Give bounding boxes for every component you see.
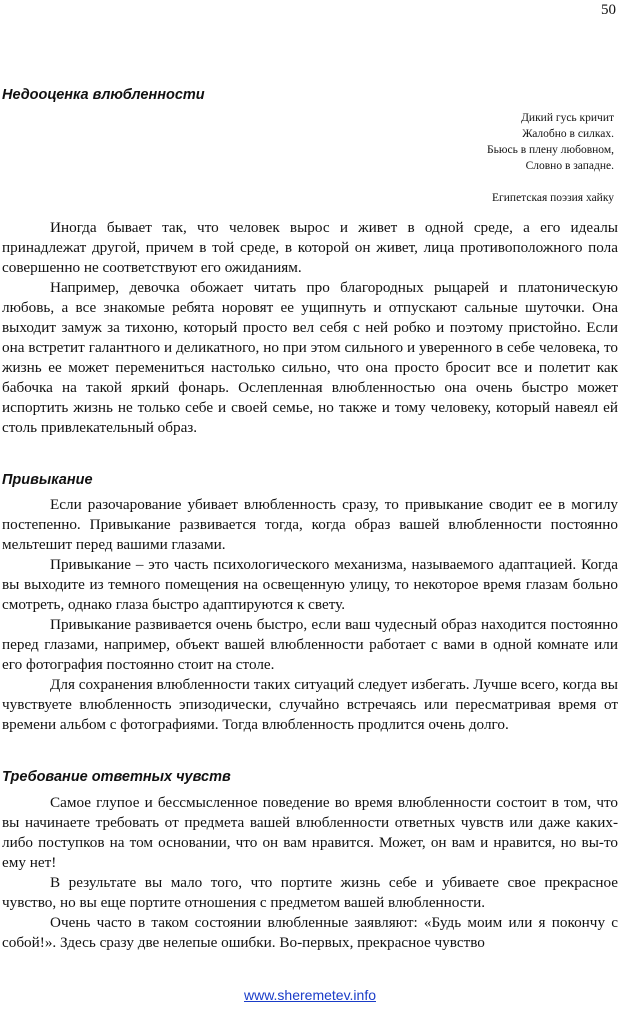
paragraph: Привыкание развивается очень быстро, если ваш чудесный образ находится постоянно перед глазами, например, объект вашей влюбленности работает с вами в одной комнате или его фотография постоянно стоит на столе. — [2, 616, 618, 673]
page-number: 50 — [601, 2, 616, 18]
footer-website-link[interactable]: www.sheremetev.info — [243, 987, 376, 1003]
paragraph: Если разочарование убивает влюбленность сразу, то привыкание сводит ее в могилу постепенно. Привыкание развивается тогда, когда образ вашей влюбленности постоянно мельтешит перед вашими глазами. — [2, 496, 618, 553]
epigraph-source: Египетская поэзия хайку — [492, 192, 614, 204]
epigraph-line: Дикий гусь кричит — [521, 112, 614, 124]
paragraph: Например, девочка обожает читать про благородных рыцарей и платоническую любовь, а все знакомые ребята норовят ее ущипнуть и отпускают сальные шуточки. Она выходит замуж за тихоню, который просто вел себя с ней робко и поэтому пристойно. Если она встретит галантного и деликатного, но при этом сильного и уверенного в себе человека, то жизнь ее может перемениться настолько сильно, что она просто бросит все и полетит как бабочка на такой яркий фонарь. Ослепленная влюбленностью она очень быстро может испортить жизнь не только себе и своей семье, но также и тому человеку, который навеял ей столь привлекательный образ. — [2, 279, 618, 436]
epigraph — [487, 110, 614, 206]
epigraph-line: Жалобно в силках. — [522, 128, 614, 140]
paragraph: Для сохранения влюбленности таких ситуаций следует избегать. Лучше всего, когда вы чувствуете влюбленность эпизодически, случайно встречаясь или пересматривая время от времени альбом с фотографиями. Тогда влюбленность продлится очень долго. — [2, 676, 618, 733]
section-body-underestimation — [2, 218, 618, 438]
section-heading-underestimation: Недооценка влюбленности — [2, 87, 205, 103]
section-heading-demanding-feelings: Требование ответных чувств — [2, 769, 231, 785]
paragraph: Самое глупое и бессмысленное поведение во время влюбленности состоит в том, что вы начинаете требовать от предмета вашей влюбленности ответных чувств или даже каких-либо поступков на том основании, что он вам нравится. Может, он вам и нравится, но вы-то ему нет! — [2, 794, 618, 871]
paragraph: Очень часто в таком состоянии влюбленные заявляют: «Будь моим или я покончу с собой!». Здесь сразу две нелепые ошибки. Во-первых, прекрасное чувство — [2, 914, 618, 951]
section-body-demanding-feelings — [2, 793, 618, 953]
epigraph-line: Словно в западне. — [525, 160, 614, 172]
epigraph-line: Бьюсь в плену любовном, — [487, 144, 614, 156]
section-heading-habituation: Привыкание — [2, 472, 93, 488]
paragraph: Привыкание – это часть психологического механизма, называемого адаптацией. Когда вы выходите из темного помещения на освещенную улицу, то некоторое время глазам больно смотреть, однако глаза быстро адаптируются к свету. — [2, 556, 618, 613]
paragraph: В результате вы мало того, что портите жизнь себе и убиваете свое прекрасное чувство, но вы еще портите отношения с предметом вашей влюбленности. — [2, 874, 618, 911]
section-body-habituation — [2, 495, 618, 735]
paragraph: Иногда бывает так, что человек вырос и живет в одной среде, а его идеалы принадлежат другой, причем в той среде, в которой он живет, лица противоположного пола совершенно не соответствуют его ожиданиям. — [2, 219, 618, 276]
